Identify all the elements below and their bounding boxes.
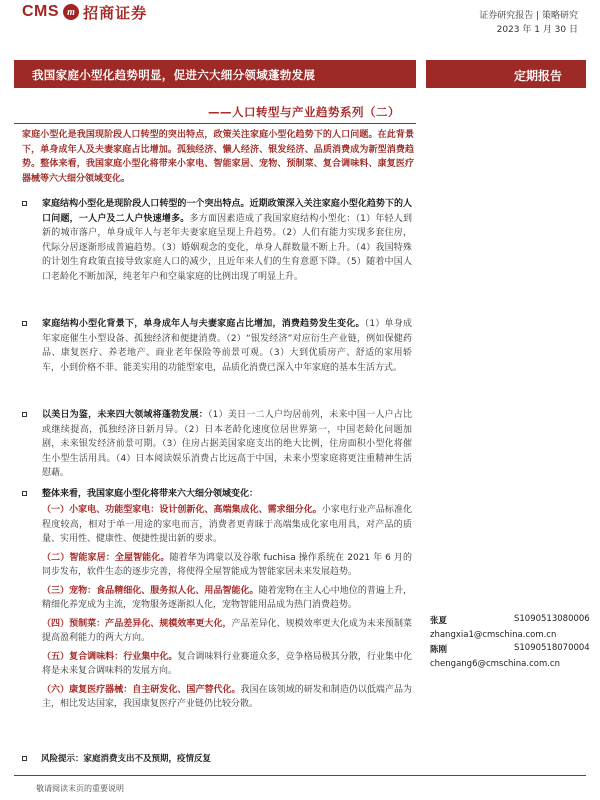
page-header (0, 0, 600, 40)
analyst-license-id: S1090518070004 (514, 643, 590, 653)
sector-heading: （四）预制菜：产品差异化、规模效率更大化， (42, 618, 232, 629)
report-category: 证券研究报告 | 策略研究 (479, 11, 578, 21)
sector-heading: （三）宠物：食品精细化、服务拟人化、用品智能化。 (42, 585, 259, 596)
bullet-point (22, 487, 412, 502)
report-subtitle: ——人口转型与产业趋势系列（二） (208, 105, 400, 119)
risk-text: 风险提示：家庭消费支出不及预期，疫情反复 (41, 754, 212, 764)
bullet-text: （1）美日一二人户均居前列，未来中国一人户占比或继续提高，孤独经济日新月异。（2）日本老龄化速度位居世界第一，中国老龄化问题加剧，未来银发经济前景可期。（3）住房占据美国家庭支出的绝大比例，住房面积小型化将催生小型生活用具。（4）日本阅读娱乐消费占比远高于中国，未来小型家庭将更注重精神生活慰藉。 (42, 410, 412, 478)
bullet-square-icon (22, 321, 27, 326)
analyst-name: 陈刚 (430, 645, 448, 655)
bullet-lead: 家庭结构小型化背景下，单身成年人与夫妻家庭占比增加，消费趋势发生变化。 (42, 319, 365, 329)
bullet-point (22, 317, 412, 375)
sector-item (42, 551, 412, 580)
sector-item (42, 683, 412, 712)
bullet-lead: 家庭结构小型化是现阶段人口转型的一个突出特点。近期政策深入关注家庭小型化趋势下的人口问题，一人户及二人户快速增多。 (42, 199, 412, 224)
company-logo (22, 2, 147, 22)
bullet-square-icon (22, 756, 27, 761)
analyst-name-row (430, 614, 590, 626)
footer-disclaimer: 敬请阅读末页的重要说明 (36, 784, 124, 793)
analyst-license-id: S1090513080006 (514, 614, 590, 624)
report-title: 我国家庭小型化趋势明显，促进六大细分领域蓬勃发展 (32, 68, 316, 82)
analyst-name: 张夏 (430, 616, 448, 626)
sector-text: 随着华为鸿蒙以及谷歌 fuchisa 操作系统在 2021 年 6 月的同步发布，软件生态的逐步完善，将使得全屋智能成为智能家居未来发展趋势。 (42, 552, 412, 577)
bullet-lead: 整体来看，我国家庭小型化将带来六大细分领域变化： (42, 489, 259, 499)
logo-chinese: 招商证券 (83, 3, 148, 22)
bullet-square-icon (22, 491, 27, 496)
sector-text: 小家电行业产品标准化程度较高，相对于单一用途的家电而言，消费者更青睐于高端集成化家电用具，对产品的质量、实用性、健康性、便捷性提出新的要求。 (42, 505, 412, 544)
risk-warning (22, 752, 412, 764)
sector-text: 随着宠物在主人心中地位的普遍上升，精细化养宠成为主流，宠物服务逐渐拟人化，宠物智能用品成为热门消费趋势。 (42, 585, 412, 610)
bullet-text: 多方面因素造成了我国家庭结构小型化：（1）年轻人到新的城市落户，单身成年人与老年夫妻家庭呈现上升趋势。（2）人们有能力实现多套住房，代际分居逐渐形成普遍趋势。（3）婚姻观念的变化，单身人群数量不断上升。（4）我国特殊的计划生育政策直接导致家庭人口的减少，且近年来人们的生育意愿下降。（5）随着中国人口老龄化不断加深，纯老年户和空巢家庭的比例出现了明显上升。 (42, 213, 412, 282)
sector-heading: （六）康复医疗器械：自主研发化、国产替代化。 (42, 684, 241, 695)
sector-text: 复合调味料行业赛道众多，竞争格局极其分散，行业集中化将是未来复合调味料的发展方向。 (42, 651, 412, 676)
bullet-square-icon (22, 412, 27, 417)
bullet-square-icon (22, 201, 27, 206)
report-tag: 定期报告 (513, 69, 562, 83)
bullet-text: （1）单身成年家庭催生小型设备、孤独经济和便捷消费。（2）“银发经济”对应衍生产业链，例如保健药品、康复医疗、养老地产、商业老年保险等前景可观。（3）大到优质房产、舒适的家用轿车，小到价格不菲、能美实用的功能型家电，品质化消费已深入中年家庭的基本生活方式。 (42, 319, 412, 373)
title-divider (14, 123, 416, 124)
sector-heading: （五）复合调味料：行业集中化。 (42, 651, 178, 662)
title-banner (14, 60, 416, 88)
sector-heading: （二）智能家居：全屋智能化。 (42, 552, 170, 563)
bullet-lead: 以美日为鉴，未来四大领域将蓬勃发展： (42, 410, 208, 420)
analyst-name-row (430, 643, 590, 655)
report-tag-banner (426, 60, 586, 88)
sector-text: 产品差异化、规模效率更大化成为未来预制菜提高盈利能力的两大方向。 (42, 618, 412, 643)
bullet-point (22, 408, 412, 481)
sector-heading: （一）小家电、功能型家电：设计创新化、高端集成化、需求细分化。 (42, 505, 322, 515)
sector-item (42, 650, 412, 679)
sector-item (42, 617, 412, 646)
sector-list (42, 503, 412, 716)
footer-divider (14, 775, 586, 776)
report-date: 2023 年 1 月 30 日 (496, 25, 578, 35)
summary-paragraph: 家庭小型化是我国现阶段人口转型的突出特点，政策关注家庭小型化趋势下的人口问题。在此背景下，单身成年人及夫妻家庭占比增加。孤独经济、懒人经济、银发经济、品质消费成为新型消费趋势。整体来看，我国家庭小型化将带来小家电、智能家居、宠物、预制菜、复合调味料、康复医疗器械等六大细分领域变化。 (22, 130, 414, 184)
bullet-point (22, 197, 412, 284)
analyst-email[interactable]: zhangxia1@cmschina.com.cn (430, 630, 557, 640)
sector-item (42, 584, 412, 613)
logo-english: CMS (22, 3, 60, 20)
analyst-email[interactable]: chengang6@cmschina.com.cn (430, 659, 560, 669)
sector-text: 我国在该领域的研发和制造仍以低端产品为主，相比发达国家，我国康复医疗产业链仍比较分散。 (42, 684, 412, 709)
logo-mark-icon: m (63, 4, 79, 20)
sector-item (42, 503, 412, 547)
